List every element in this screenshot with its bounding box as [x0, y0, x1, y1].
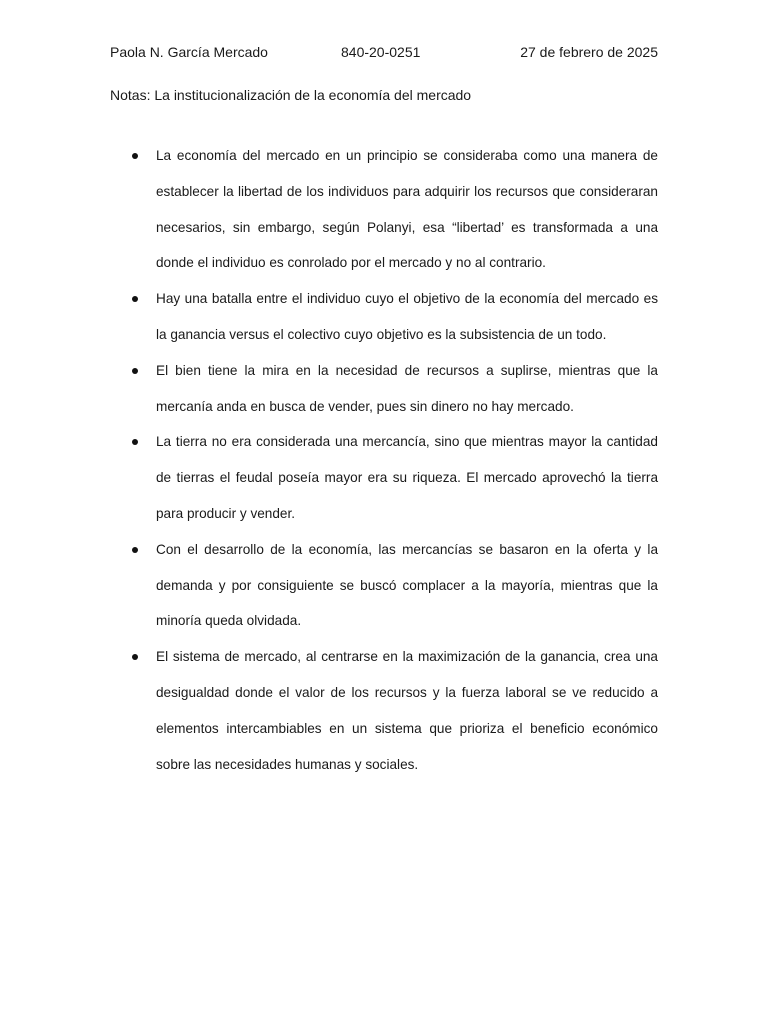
- document-date: 27 de febrero de 2025: [520, 44, 658, 60]
- note-item: [110, 138, 658, 281]
- note-item: [110, 424, 658, 531]
- author-name: Paola N. García Mercado: [110, 44, 268, 60]
- note-text: Con el desarrollo de la economía, las mercancías se basaron en la oferta y la demanda y por consiguiente se buscó complacer a la mayoría, mientras que la minoría queda olvidada.: [156, 541, 658, 629]
- note-text: La economía del mercado en un principio se consideraba como una manera de establecer la libertad de los individuos para adquirir los recursos que consideraran necesarios, sin embargo, según Polanyi, esa “libertad’ es transformada a una donde el individuo es conrolado por el mercado y no al contrario.: [156, 148, 658, 271]
- student-id: 840-20-0251: [341, 44, 421, 60]
- note-item: [110, 353, 658, 425]
- note-item: [110, 281, 658, 353]
- notes-title: Notas: La institucionalización de la economía del mercado: [110, 87, 472, 103]
- document-header: [110, 42, 658, 62]
- note-item: [110, 532, 658, 639]
- bullet-icon: [132, 368, 138, 374]
- bullet-icon: [132, 439, 138, 445]
- note-text: El sistema de mercado, al centrarse en la maximización de la ganancia, crea una desigualdad donde el valor de los recursos y la fuerza laboral se ve reducido a elementos intercambiables en un sistema que prioriza el beneficio económico sobre las necesidades humanas y sociales.: [156, 649, 658, 772]
- bullet-icon: [132, 153, 138, 159]
- note-text: Hay una batalla entre el individuo cuyo el objetivo de la economía del mercado es la ganancia versus el colectivo cuyo objetivo es la subsistencia de un todo.: [156, 291, 658, 342]
- notes-list: [110, 138, 658, 782]
- note-item: [110, 639, 658, 782]
- note-text: La tierra no era considerada una mercancía, sino que mientras mayor la cantidad de tierras el feudal poseía mayor era su riqueza. El mercado aprovechó la tierra para producir y vender.: [156, 434, 658, 521]
- bullet-icon: [132, 296, 138, 302]
- bullet-icon: [132, 547, 138, 553]
- bullet-icon: [132, 654, 138, 660]
- note-text: El bien tiene la mira en la necesidad de recursos a suplirse, mientras que la mercanía anda en busca de vender, pues sin dinero no hay mercado.: [156, 362, 658, 414]
